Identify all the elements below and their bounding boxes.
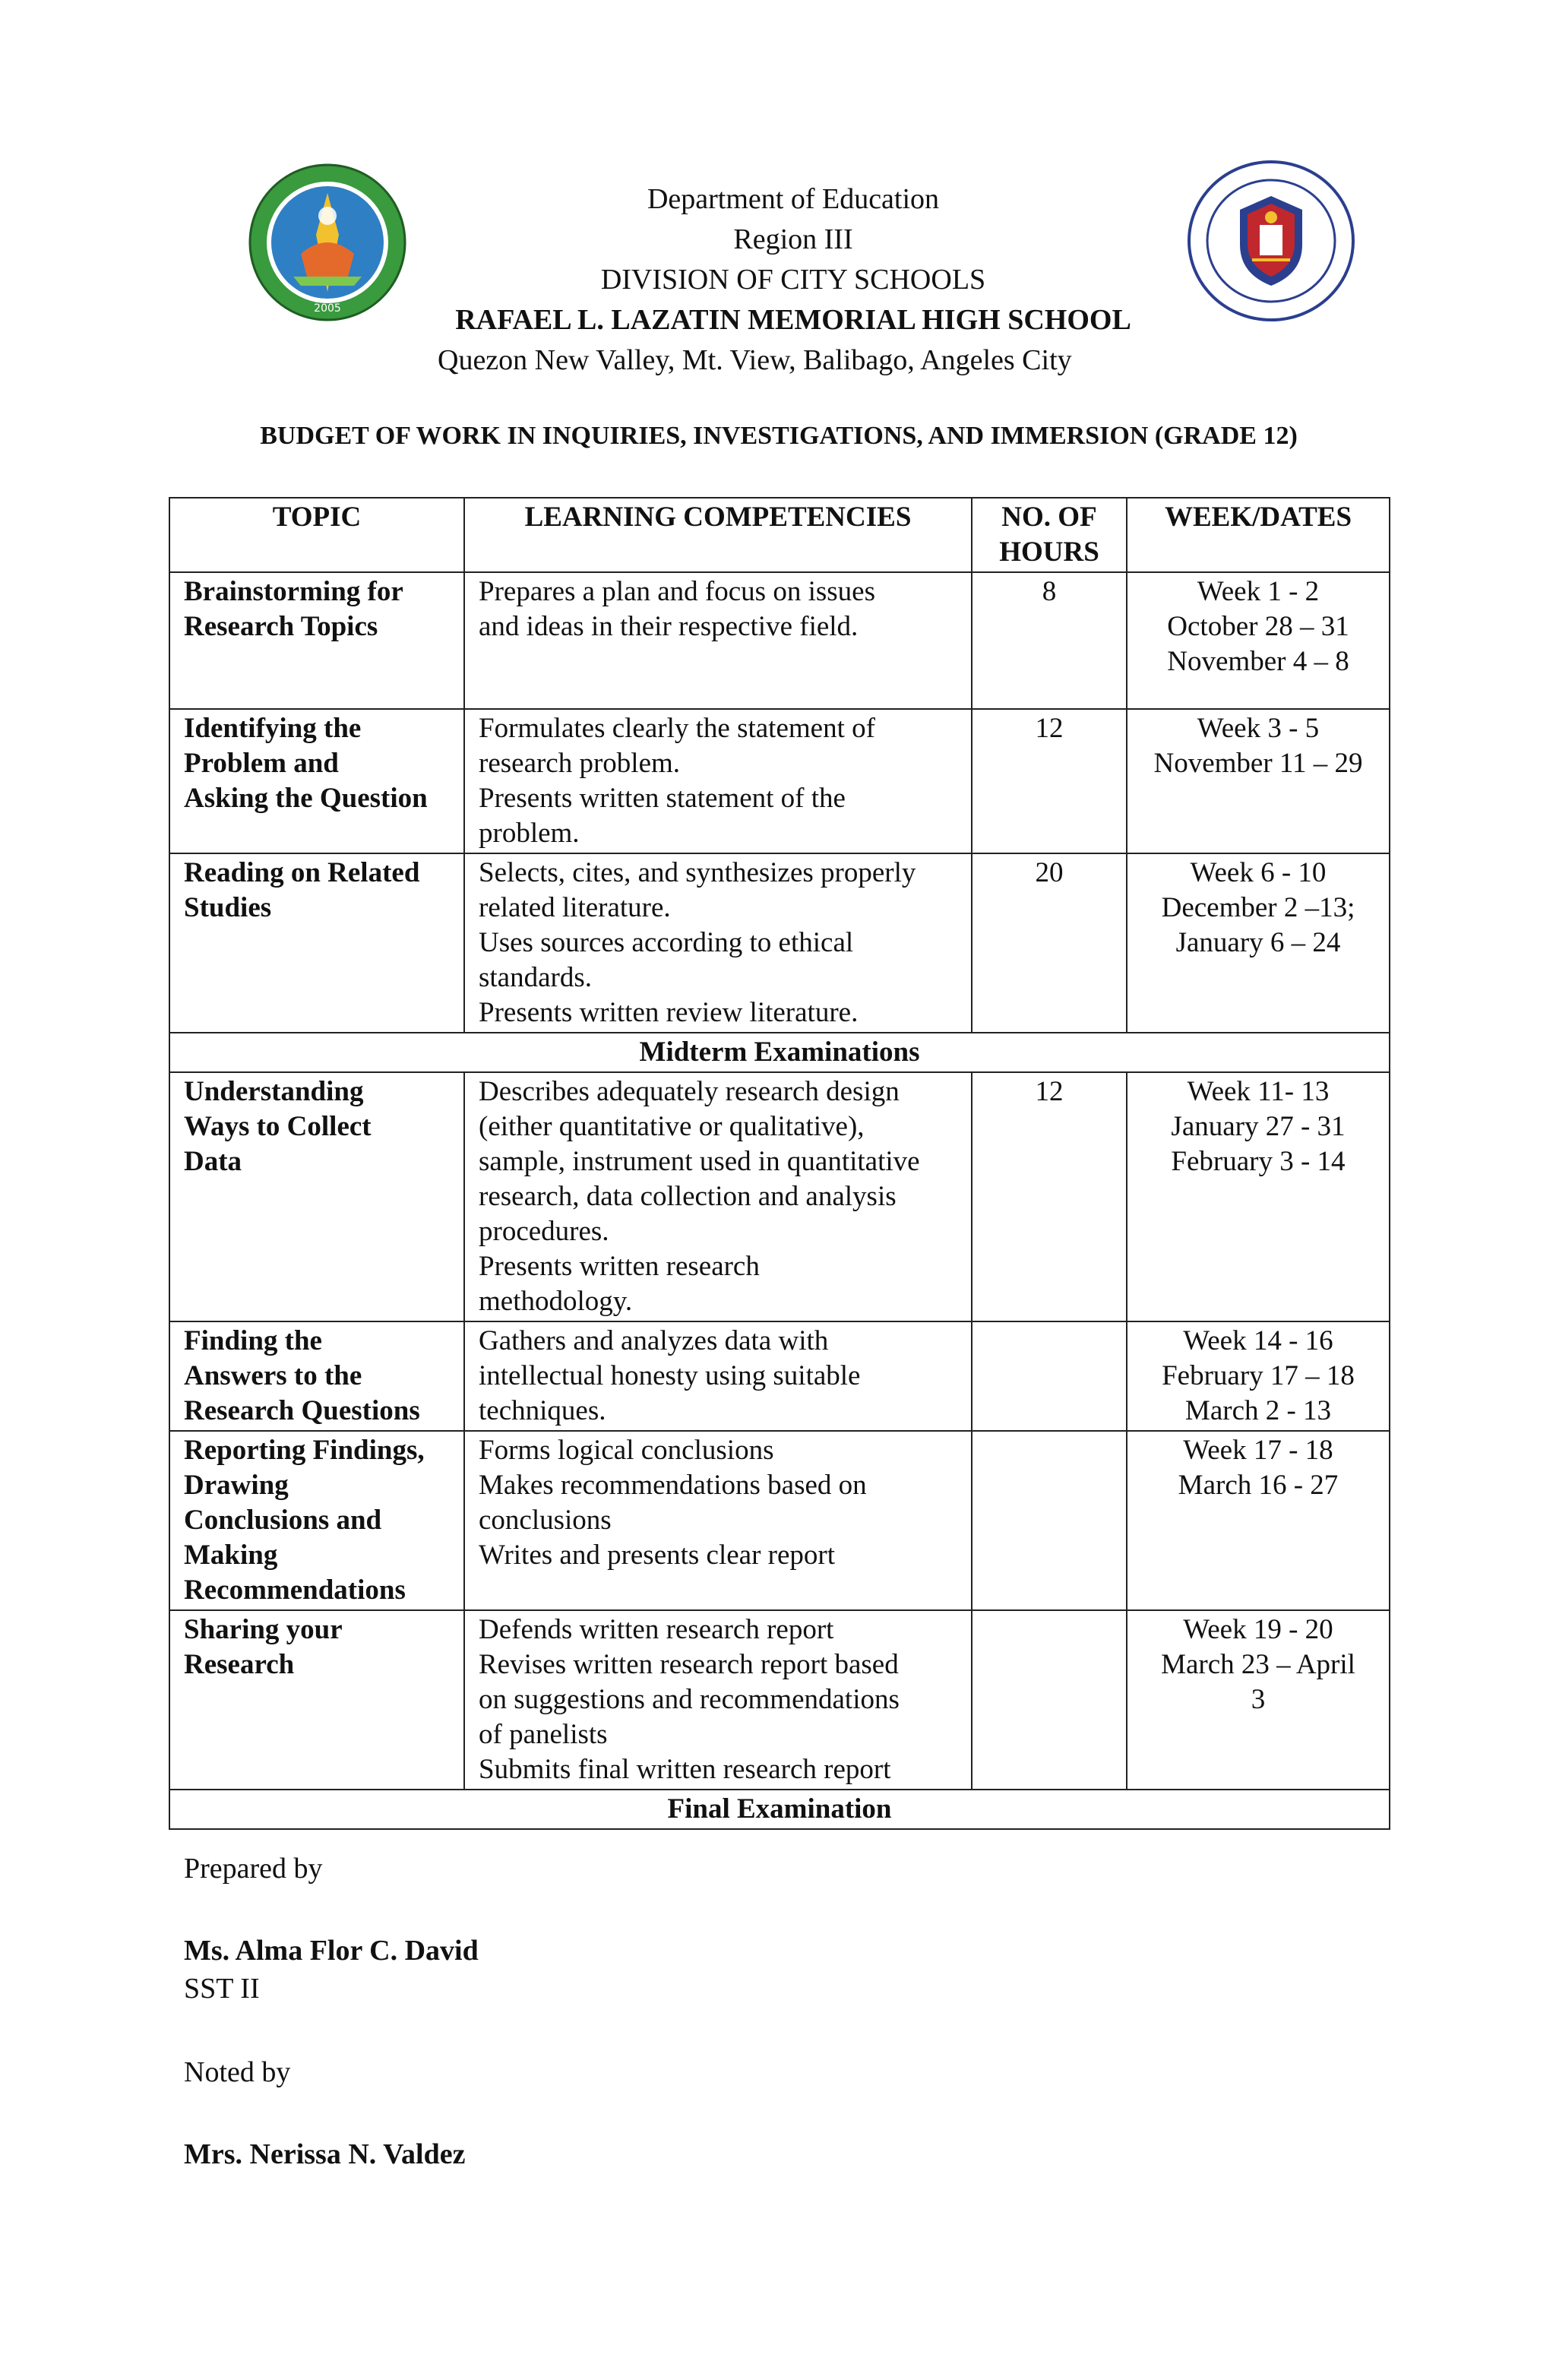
table-row <box>169 1431 1390 1610</box>
topic-cell-line: Finding the <box>184 1325 322 1356</box>
header-dates: WEEK/DATES <box>1127 498 1390 572</box>
competencies-cell-line: Submits final written research report <box>479 1754 891 1785</box>
topic-cell-line: Problem and <box>184 748 339 779</box>
dates-cell <box>1127 1072 1390 1321</box>
topic-cell <box>169 1072 464 1321</box>
competencies-cell-line: on suggestions and recommendations <box>479 1684 900 1715</box>
header-hours <box>972 498 1127 572</box>
topic-cell-line: Identifying the <box>184 713 362 744</box>
topic-cell-line: Ways to Collect <box>184 1111 372 1142</box>
hours-cell: 8 <box>972 572 1127 709</box>
deped-seal-logo <box>1187 160 1355 322</box>
dates-cell-line: January 27 - 31 <box>1171 1111 1346 1142</box>
competencies-cell-line: Gathers and analyzes data with <box>479 1325 829 1356</box>
competencies-cell-line: Prepares a plan and focus on issues <box>479 576 875 607</box>
prepared-by-label: Prepared by <box>184 1853 323 1885</box>
dates-cell-line: Week 14 - 16 <box>1183 1325 1333 1356</box>
topic-cell-line: Recommendations <box>184 1575 406 1606</box>
dates-cell-line: December 2 –13; <box>1161 892 1355 923</box>
competencies-cell-line: research, data collection and analysis <box>479 1181 897 1212</box>
competencies-cell-line: Uses sources according to ethical <box>479 927 854 958</box>
dates-cell-line: January 6 – 24 <box>1175 927 1341 958</box>
document-title: BUDGET OF WORK IN INQUIRIES, INVESTIGATIONS, AND IMMERSION (GRADE 12) <box>260 422 1298 450</box>
dates-cell-line: February 3 - 14 <box>1171 1146 1346 1177</box>
competencies-cell <box>464 1072 972 1321</box>
competencies-cell-line: Formulates clearly the statement of <box>479 713 875 744</box>
school-name: RAFAEL L. LAZATIN MEMORIAL HIGH SCHOOL <box>455 304 1131 336</box>
competencies-cell <box>464 1431 972 1610</box>
hours-cell <box>972 1431 1127 1610</box>
final-examination: Final Examination <box>169 1790 1390 1829</box>
topic-cell <box>169 1321 464 1431</box>
competencies-cell-line: research problem. <box>479 748 681 779</box>
dates-cell-line: Week 3 - 5 <box>1197 713 1320 744</box>
topic-cell-line: Reporting Findings, <box>184 1435 425 1466</box>
prepared-by-position: SST II <box>184 1973 260 2005</box>
topic-cell <box>169 853 464 1033</box>
noted-by-label: Noted by <box>184 2056 291 2088</box>
competencies-cell-line: Revises written research report based <box>479 1649 899 1680</box>
topic-cell <box>169 1610 464 1790</box>
header-topic: TOPIC <box>169 498 464 572</box>
hours-cell: 20 <box>972 853 1127 1033</box>
dates-cell-line: Week 19 - 20 <box>1183 1614 1333 1645</box>
competencies-cell-line: procedures. <box>479 1216 609 1247</box>
competencies-cell <box>464 572 972 709</box>
topic-cell-line: Asking the Question <box>184 783 428 814</box>
topic-cell-line: Conclusions and <box>184 1505 382 1536</box>
competencies-cell-line: methodology. <box>479 1286 633 1317</box>
competencies-cell-line: standards. <box>479 962 592 993</box>
table-row <box>169 1072 1390 1321</box>
competencies-cell-line: (either quantitative or qualitative), <box>479 1111 865 1142</box>
table-row <box>169 572 1390 709</box>
topic-cell-line: Reading on Related <box>184 857 420 888</box>
midterm-examinations-row <box>169 1033 1390 1072</box>
topic-cell-line: Research Topics <box>184 611 378 642</box>
topic-cell-line: Data <box>184 1146 242 1177</box>
dates-cell-line: November 4 – 8 <box>1167 646 1349 677</box>
department-name: Department of Education <box>647 183 940 215</box>
dates-cell <box>1127 1610 1390 1790</box>
competencies-cell-line: Selects, cites, and synthesizes properly <box>479 857 916 888</box>
topic-cell <box>169 572 464 709</box>
competencies-cell-line: Presents written review literature. <box>479 997 859 1028</box>
competencies-cell <box>464 1610 972 1790</box>
header-hours-line1: NO. OF <box>1001 502 1097 533</box>
prepared-by-name: Ms. Alma Flor C. David <box>184 1935 479 1967</box>
region-name: Region III <box>733 223 853 255</box>
competencies-cell-line: problem. <box>479 818 580 849</box>
dates-cell <box>1127 1321 1390 1431</box>
hours-cell <box>972 1321 1127 1431</box>
table-row <box>169 709 1390 853</box>
header-hours-line2: HOURS <box>999 536 1099 568</box>
competencies-cell-line: Presents written statement of the <box>479 783 846 814</box>
competencies-cell-line: sample, instrument used in quantitative <box>479 1146 920 1177</box>
topic-cell-line: Sharing your <box>184 1614 343 1645</box>
school-seal-logo <box>248 163 407 322</box>
competencies-cell-line: techniques. <box>479 1395 606 1426</box>
competencies-cell-line: of panelists <box>479 1719 608 1750</box>
topic-cell-line: Research <box>184 1649 295 1680</box>
dates-cell-line: Week 11- 13 <box>1187 1076 1330 1107</box>
hours-cell: 12 <box>972 709 1127 853</box>
midterm-examinations: Midterm Examinations <box>169 1033 1390 1072</box>
topic-cell <box>169 1431 464 1610</box>
competencies-cell-line: intellectual honesty using suitable <box>479 1360 861 1391</box>
dates-cell <box>1127 709 1390 853</box>
dates-cell-line: February 17 – 18 <box>1162 1360 1355 1391</box>
header-competencies: LEARNING COMPETENCIES <box>464 498 972 572</box>
left-logo-text: 2005 <box>314 302 341 315</box>
dates-cell <box>1127 853 1390 1033</box>
dates-cell-line: March 16 - 27 <box>1178 1470 1339 1501</box>
table-header-row <box>169 498 1390 572</box>
topic-cell-line: Studies <box>184 892 272 923</box>
competencies-cell <box>464 709 972 853</box>
competencies-cell <box>464 853 972 1033</box>
competencies-cell <box>464 1321 972 1431</box>
topic-cell-line: Answers to the <box>184 1360 362 1391</box>
final-examination-row <box>169 1790 1390 1829</box>
competencies-cell-line: Writes and presents clear report <box>479 1540 836 1571</box>
dates-cell-line: March 2 - 13 <box>1184 1395 1332 1426</box>
letterhead <box>395 179 1191 381</box>
school-address: Quezon New Valley, Mt. View, Balibago, Angeles City <box>438 344 1072 376</box>
competencies-cell-line: Forms logical conclusions <box>479 1435 774 1466</box>
competencies-cell-line: conclusions <box>479 1505 612 1536</box>
table-row <box>169 1321 1390 1431</box>
topic-cell-line: Making <box>184 1540 278 1571</box>
dates-cell-line: Week 1 - 2 <box>1197 576 1320 607</box>
table-body <box>169 572 1390 1829</box>
topic-cell-line: Drawing <box>184 1470 289 1501</box>
competencies-cell-line: Makes recommendations based on <box>479 1470 867 1501</box>
topic-cell-line: Research Questions <box>184 1395 420 1426</box>
competencies-cell-line: Defends written research report <box>479 1614 834 1645</box>
hours-cell: 12 <box>972 1072 1127 1321</box>
competencies-cell-line: related literature. <box>479 892 671 923</box>
division-name: DIVISION OF CITY SCHOOLS <box>600 264 986 296</box>
hours-cell <box>972 1610 1127 1790</box>
competencies-cell-line: Presents written research <box>479 1251 760 1282</box>
dates-cell-line: Week 6 - 10 <box>1190 857 1327 888</box>
topic-cell <box>169 709 464 853</box>
competencies-cell-line: Describes adequately research design <box>479 1076 900 1107</box>
dates-cell-line: November 11 – 29 <box>1153 748 1363 779</box>
noted-by-name: Mrs. Nerissa N. Valdez <box>184 2138 466 2170</box>
dates-cell-line: 3 <box>1251 1684 1266 1715</box>
dates-cell-line: March 23 – April <box>1161 1649 1355 1680</box>
budget-table <box>169 497 1390 1830</box>
topic-cell-line: Brainstorming for <box>184 576 403 607</box>
topic-cell-line: Understanding <box>184 1076 364 1107</box>
table-row <box>169 853 1390 1033</box>
competencies-cell-line: and ideas in their respective field. <box>479 611 859 642</box>
dates-cell <box>1127 1431 1390 1610</box>
table-row <box>169 1610 1390 1790</box>
dates-cell-line: October 28 – 31 <box>1167 611 1349 642</box>
dates-cell-line: Week 17 - 18 <box>1183 1435 1333 1466</box>
dates-cell <box>1127 572 1390 709</box>
